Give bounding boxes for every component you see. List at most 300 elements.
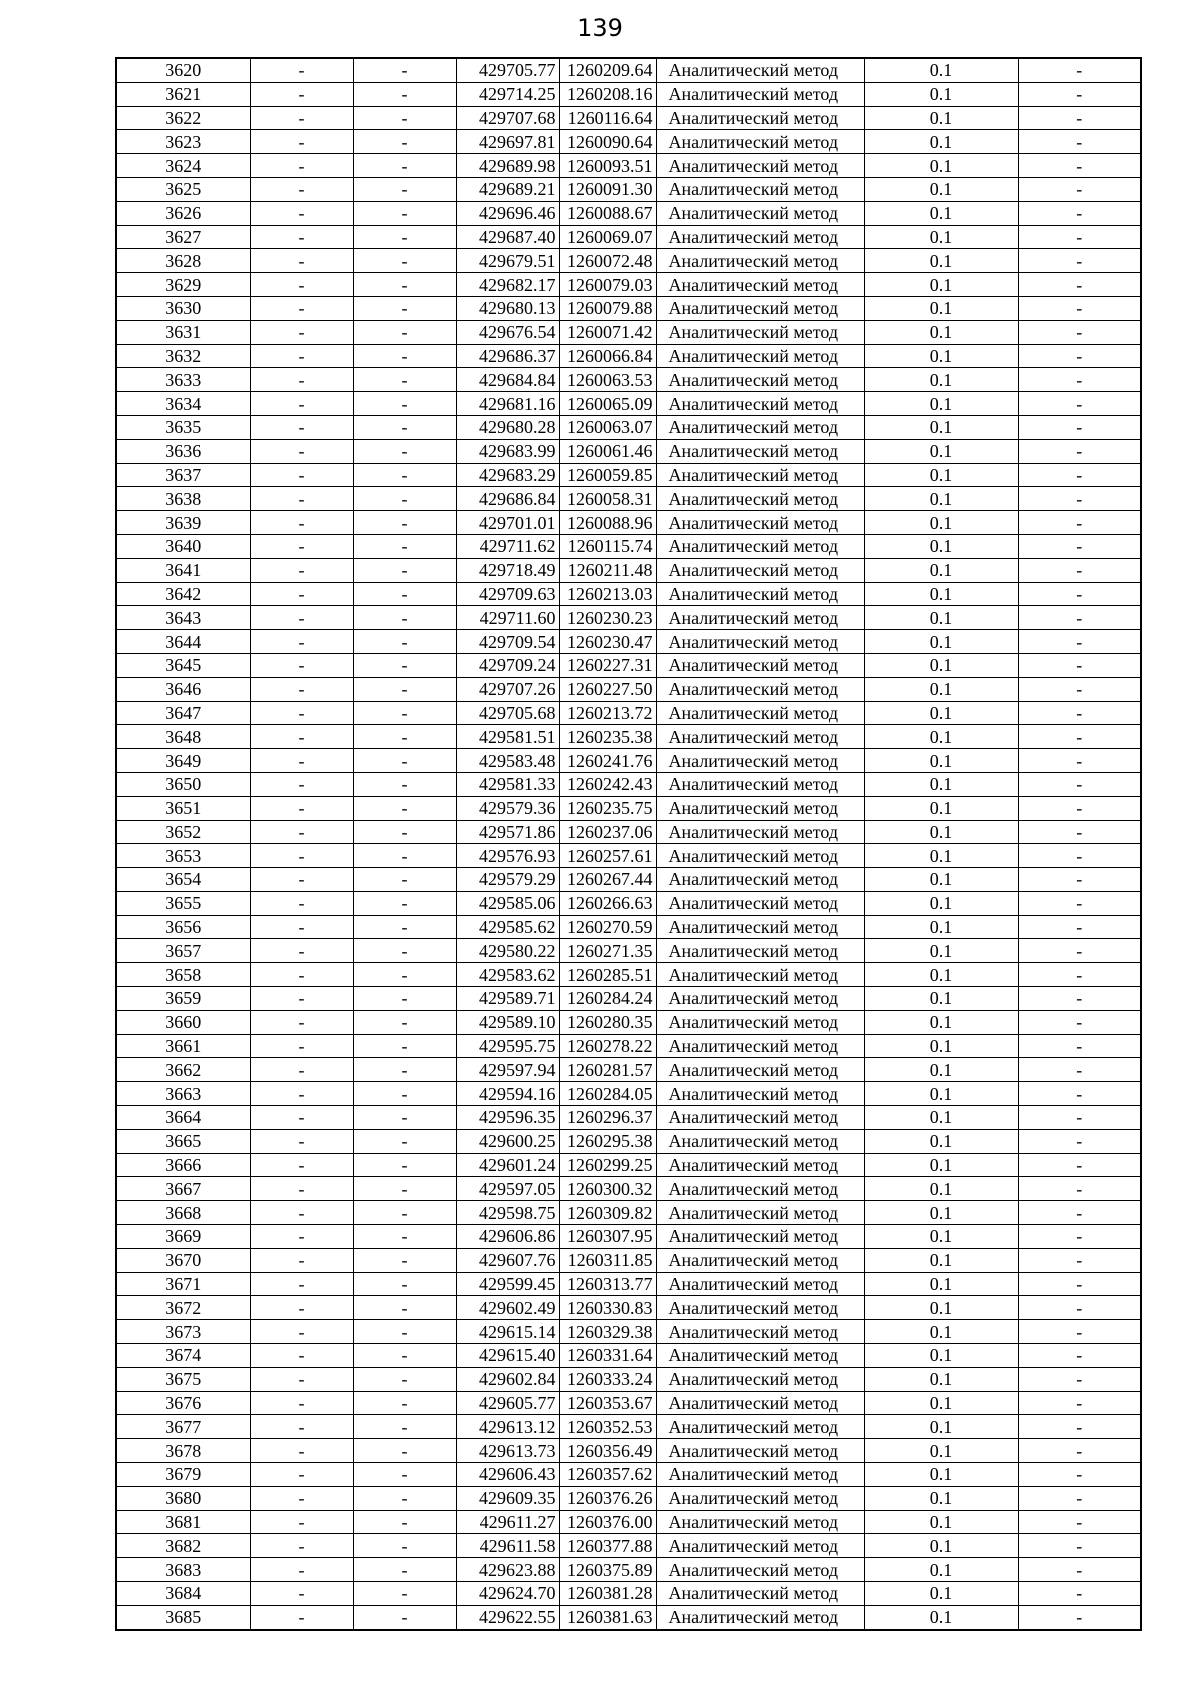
cell-col-8: -: [1018, 1415, 1141, 1439]
cell-col-8: -: [1018, 677, 1141, 701]
cell-method: Аналитический метод: [656, 725, 864, 749]
cell-col-2: -: [250, 415, 353, 439]
cell-col-3: -: [353, 725, 456, 749]
table-row: [116, 177, 1141, 201]
cell-col-2: -: [250, 392, 353, 416]
table-row: [116, 249, 1141, 273]
cell-col-3: -: [353, 463, 456, 487]
cell-point-number: 3680: [116, 1486, 250, 1510]
table-row: [116, 558, 1141, 582]
cell-point-number: 3634: [116, 392, 250, 416]
cell-point-number: 3648: [116, 725, 250, 749]
cell-col-3: -: [353, 1415, 456, 1439]
cell-col-8: -: [1018, 653, 1141, 677]
cell-point-number: 3665: [116, 1129, 250, 1153]
cell-col-3: -: [353, 1534, 456, 1558]
cell-y-coordinate: 1260284.24: [559, 987, 656, 1011]
table-row: [116, 1225, 1141, 1249]
cell-y-coordinate: 1260066.84: [559, 344, 656, 368]
cell-col-8: -: [1018, 225, 1141, 249]
cell-col-8: -: [1018, 1034, 1141, 1058]
cell-method: Аналитический метод: [656, 1486, 864, 1510]
cell-point-number: 3644: [116, 630, 250, 654]
cell-col-3: -: [353, 891, 456, 915]
cell-x-coordinate: 429602.84: [456, 1367, 559, 1391]
cell-y-coordinate: 1260072.48: [559, 249, 656, 273]
cell-col-8: -: [1018, 1486, 1141, 1510]
cell-x-coordinate: 429581.51: [456, 725, 559, 749]
cell-method: Аналитический метод: [656, 344, 864, 368]
cell-accuracy: 0.1: [864, 772, 1018, 796]
cell-point-number: 3640: [116, 534, 250, 558]
cell-x-coordinate: 429709.63: [456, 582, 559, 606]
cell-method: Аналитический метод: [656, 939, 864, 963]
cell-y-coordinate: 1260079.03: [559, 273, 656, 297]
cell-y-coordinate: 1260353.67: [559, 1391, 656, 1415]
table-body: [116, 58, 1141, 1630]
cell-method: Аналитический метод: [656, 415, 864, 439]
cell-col-2: -: [250, 1034, 353, 1058]
table-row: [116, 82, 1141, 106]
cell-x-coordinate: 429679.51: [456, 249, 559, 273]
cell-method: Аналитический метод: [656, 1582, 864, 1606]
cell-col-3: -: [353, 653, 456, 677]
cell-col-2: -: [250, 653, 353, 677]
cell-col-3: -: [353, 1344, 456, 1368]
cell-x-coordinate: 429624.70: [456, 1582, 559, 1606]
cell-method: Аналитический метод: [656, 987, 864, 1011]
cell-method: Аналитический метод: [656, 963, 864, 987]
cell-x-coordinate: 429599.45: [456, 1272, 559, 1296]
cell-y-coordinate: 1260116.64: [559, 106, 656, 130]
cell-x-coordinate: 429718.49: [456, 558, 559, 582]
cell-col-3: -: [353, 1034, 456, 1058]
cell-x-coordinate: 429714.25: [456, 82, 559, 106]
cell-method: Аналитический метод: [656, 1082, 864, 1106]
cell-accuracy: 0.1: [864, 630, 1018, 654]
cell-col-2: -: [250, 1391, 353, 1415]
cell-method: Аналитический метод: [656, 273, 864, 297]
cell-col-2: -: [250, 939, 353, 963]
cell-x-coordinate: 429581.33: [456, 772, 559, 796]
cell-method: Аналитический метод: [656, 249, 864, 273]
cell-y-coordinate: 1260079.88: [559, 296, 656, 320]
cell-accuracy: 0.1: [864, 392, 1018, 416]
cell-point-number: 3633: [116, 368, 250, 392]
table-row: [116, 820, 1141, 844]
table-row: [116, 891, 1141, 915]
cell-y-coordinate: 1260093.51: [559, 154, 656, 178]
cell-col-8: -: [1018, 1272, 1141, 1296]
cell-y-coordinate: 1260270.59: [559, 915, 656, 939]
cell-y-coordinate: 1260069.07: [559, 225, 656, 249]
cell-y-coordinate: 1260307.95: [559, 1225, 656, 1249]
cell-y-coordinate: 1260115.74: [559, 534, 656, 558]
cell-y-coordinate: 1260331.64: [559, 1344, 656, 1368]
cell-col-8: -: [1018, 1320, 1141, 1344]
table-row: [116, 1106, 1141, 1130]
cell-col-3: -: [353, 1582, 456, 1606]
table-row: [116, 725, 1141, 749]
cell-x-coordinate: 429686.37: [456, 344, 559, 368]
cell-col-3: -: [353, 177, 456, 201]
cell-x-coordinate: 429589.10: [456, 1010, 559, 1034]
cell-y-coordinate: 1260333.24: [559, 1367, 656, 1391]
table-row: [116, 1248, 1141, 1272]
cell-point-number: 3625: [116, 177, 250, 201]
cell-col-3: -: [353, 1605, 456, 1629]
cell-col-8: -: [1018, 249, 1141, 273]
table-row: [116, 273, 1141, 297]
cell-col-2: -: [250, 725, 353, 749]
cell-col-3: -: [353, 1391, 456, 1415]
cell-accuracy: 0.1: [864, 963, 1018, 987]
cell-x-coordinate: 429707.26: [456, 677, 559, 701]
cell-col-2: -: [250, 677, 353, 701]
cell-accuracy: 0.1: [864, 582, 1018, 606]
cell-col-8: -: [1018, 82, 1141, 106]
cell-y-coordinate: 1260090.64: [559, 130, 656, 154]
cell-col-8: -: [1018, 154, 1141, 178]
cell-y-coordinate: 1260381.28: [559, 1582, 656, 1606]
cell-col-2: -: [250, 1272, 353, 1296]
cell-col-2: -: [250, 534, 353, 558]
cell-col-2: -: [250, 511, 353, 535]
cell-col-8: -: [1018, 749, 1141, 773]
cell-col-2: -: [250, 820, 353, 844]
cell-x-coordinate: 429583.62: [456, 963, 559, 987]
cell-col-3: -: [353, 701, 456, 725]
cell-col-8: -: [1018, 273, 1141, 297]
table-row: [116, 1367, 1141, 1391]
cell-accuracy: 0.1: [864, 511, 1018, 535]
cell-point-number: 3667: [116, 1177, 250, 1201]
cell-method: Аналитический метод: [656, 1558, 864, 1582]
table-row: [116, 1201, 1141, 1225]
table-row: [116, 677, 1141, 701]
cell-x-coordinate: 429606.86: [456, 1225, 559, 1249]
cell-accuracy: 0.1: [864, 1058, 1018, 1082]
cell-y-coordinate: 1260257.61: [559, 844, 656, 868]
cell-col-3: -: [353, 344, 456, 368]
cell-accuracy: 0.1: [864, 1153, 1018, 1177]
cell-accuracy: 0.1: [864, 606, 1018, 630]
cell-col-3: -: [353, 820, 456, 844]
cell-col-8: -: [1018, 844, 1141, 868]
cell-method: Аналитический метод: [656, 368, 864, 392]
cell-point-number: 3683: [116, 1558, 250, 1582]
cell-col-3: -: [353, 1153, 456, 1177]
cell-col-8: -: [1018, 439, 1141, 463]
cell-method: Аналитический метод: [656, 225, 864, 249]
cell-col-2: -: [250, 1605, 353, 1629]
cell-col-3: -: [353, 415, 456, 439]
cell-method: Аналитический метод: [656, 606, 864, 630]
cell-col-2: -: [250, 796, 353, 820]
cell-y-coordinate: 1260285.51: [559, 963, 656, 987]
cell-point-number: 3658: [116, 963, 250, 987]
cell-x-coordinate: 429623.88: [456, 1558, 559, 1582]
cell-col-8: -: [1018, 1010, 1141, 1034]
cell-method: Аналитический метод: [656, 1510, 864, 1534]
cell-accuracy: 0.1: [864, 439, 1018, 463]
cell-point-number: 3657: [116, 939, 250, 963]
cell-col-8: -: [1018, 463, 1141, 487]
cell-col-8: -: [1018, 987, 1141, 1011]
cell-col-2: -: [250, 1415, 353, 1439]
cell-method: Аналитический метод: [656, 439, 864, 463]
table-row: [116, 201, 1141, 225]
cell-col-8: -: [1018, 58, 1141, 82]
cell-col-8: -: [1018, 534, 1141, 558]
cell-col-8: -: [1018, 1129, 1141, 1153]
cell-col-3: -: [353, 1272, 456, 1296]
cell-x-coordinate: 429585.62: [456, 915, 559, 939]
cell-y-coordinate: 1260211.48: [559, 558, 656, 582]
table-row: [116, 487, 1141, 511]
cell-col-8: -: [1018, 772, 1141, 796]
cell-col-3: -: [353, 868, 456, 892]
cell-point-number: 3673: [116, 1320, 250, 1344]
cell-col-2: -: [250, 249, 353, 273]
cell-col-3: -: [353, 582, 456, 606]
cell-x-coordinate: 429579.36: [456, 796, 559, 820]
table-row: [116, 1534, 1141, 1558]
cell-point-number: 3650: [116, 772, 250, 796]
cell-method: Аналитический метод: [656, 1534, 864, 1558]
cell-col-3: -: [353, 225, 456, 249]
cell-accuracy: 0.1: [864, 273, 1018, 297]
cell-col-2: -: [250, 58, 353, 82]
table-row: [116, 1272, 1141, 1296]
cell-col-2: -: [250, 772, 353, 796]
cell-col-2: -: [250, 463, 353, 487]
cell-col-8: -: [1018, 725, 1141, 749]
cell-col-2: -: [250, 320, 353, 344]
cell-point-number: 3637: [116, 463, 250, 487]
cell-col-2: -: [250, 1510, 353, 1534]
cell-col-3: -: [353, 606, 456, 630]
cell-col-2: -: [250, 1225, 353, 1249]
table-row: [116, 1082, 1141, 1106]
cell-col-2: -: [250, 154, 353, 178]
cell-col-8: -: [1018, 963, 1141, 987]
cell-method: Аналитический метод: [656, 772, 864, 796]
cell-accuracy: 0.1: [864, 1248, 1018, 1272]
cell-x-coordinate: 429600.25: [456, 1129, 559, 1153]
cell-col-3: -: [353, 1225, 456, 1249]
cell-method: Аналитический метод: [656, 1058, 864, 1082]
cell-accuracy: 0.1: [864, 1272, 1018, 1296]
cell-x-coordinate: 429680.13: [456, 296, 559, 320]
cell-point-number: 3664: [116, 1106, 250, 1130]
cell-point-number: 3656: [116, 915, 250, 939]
cell-y-coordinate: 1260065.09: [559, 392, 656, 416]
table-row: [116, 439, 1141, 463]
cell-method: Аналитический метод: [656, 177, 864, 201]
cell-y-coordinate: 1260230.23: [559, 606, 656, 630]
table-row: [116, 963, 1141, 987]
cell-point-number: 3666: [116, 1153, 250, 1177]
cell-y-coordinate: 1260330.83: [559, 1296, 656, 1320]
table-row: [116, 392, 1141, 416]
cell-col-2: -: [250, 1344, 353, 1368]
cell-col-2: -: [250, 1463, 353, 1487]
cell-point-number: 3676: [116, 1391, 250, 1415]
cell-y-coordinate: 1260242.43: [559, 772, 656, 796]
cell-accuracy: 0.1: [864, 1558, 1018, 1582]
cell-y-coordinate: 1260058.31: [559, 487, 656, 511]
cell-accuracy: 0.1: [864, 1106, 1018, 1130]
cell-x-coordinate: 429595.75: [456, 1034, 559, 1058]
cell-x-coordinate: 429684.84: [456, 368, 559, 392]
cell-point-number: 3669: [116, 1225, 250, 1249]
cell-x-coordinate: 429598.75: [456, 1201, 559, 1225]
cell-x-coordinate: 429683.29: [456, 463, 559, 487]
cell-col-3: -: [353, 630, 456, 654]
cell-col-3: -: [353, 1177, 456, 1201]
cell-x-coordinate: 429682.17: [456, 273, 559, 297]
cell-col-8: -: [1018, 582, 1141, 606]
cell-accuracy: 0.1: [864, 106, 1018, 130]
table-row: [116, 868, 1141, 892]
cell-col-8: -: [1018, 1534, 1141, 1558]
table-row: [116, 1439, 1141, 1463]
cell-x-coordinate: 429576.93: [456, 844, 559, 868]
cell-col-2: -: [250, 844, 353, 868]
cell-x-coordinate: 429709.24: [456, 653, 559, 677]
cell-y-coordinate: 1260213.72: [559, 701, 656, 725]
cell-point-number: 3626: [116, 201, 250, 225]
cell-accuracy: 0.1: [864, 1534, 1018, 1558]
cell-col-2: -: [250, 1534, 353, 1558]
cell-col-3: -: [353, 1296, 456, 1320]
cell-y-coordinate: 1260284.05: [559, 1082, 656, 1106]
cell-accuracy: 0.1: [864, 225, 1018, 249]
cell-x-coordinate: 429705.68: [456, 701, 559, 725]
cell-col-8: -: [1018, 868, 1141, 892]
cell-y-coordinate: 1260241.76: [559, 749, 656, 773]
cell-point-number: 3638: [116, 487, 250, 511]
cell-point-number: 3682: [116, 1534, 250, 1558]
cell-x-coordinate: 429606.43: [456, 1463, 559, 1487]
cell-method: Аналитический метод: [656, 1106, 864, 1130]
cell-col-3: -: [353, 1058, 456, 1082]
cell-y-coordinate: 1260300.32: [559, 1177, 656, 1201]
cell-method: Аналитический метод: [656, 511, 864, 535]
cell-y-coordinate: 1260309.82: [559, 1201, 656, 1225]
cell-col-2: -: [250, 487, 353, 511]
table-row: [116, 344, 1141, 368]
cell-method: Аналитический метод: [656, 796, 864, 820]
cell-accuracy: 0.1: [864, 987, 1018, 1011]
cell-col-2: -: [250, 1486, 353, 1510]
cell-accuracy: 0.1: [864, 154, 1018, 178]
cell-col-3: -: [353, 1558, 456, 1582]
table-row: [116, 320, 1141, 344]
cell-col-8: -: [1018, 1463, 1141, 1487]
cell-y-coordinate: 1260313.77: [559, 1272, 656, 1296]
cell-accuracy: 0.1: [864, 1463, 1018, 1487]
cell-accuracy: 0.1: [864, 1320, 1018, 1344]
cell-col-2: -: [250, 606, 353, 630]
table-row: [116, 463, 1141, 487]
cell-accuracy: 0.1: [864, 749, 1018, 773]
cell-x-coordinate: 429611.58: [456, 1534, 559, 1558]
cell-point-number: 3678: [116, 1439, 250, 1463]
cell-y-coordinate: 1260377.88: [559, 1534, 656, 1558]
cell-x-coordinate: 429580.22: [456, 939, 559, 963]
cell-col-8: -: [1018, 415, 1141, 439]
table-row: [116, 701, 1141, 725]
cell-method: Аналитический метод: [656, 1344, 864, 1368]
cell-accuracy: 0.1: [864, 201, 1018, 225]
cell-col-3: -: [353, 154, 456, 178]
table-row: [116, 1582, 1141, 1606]
cell-method: Аналитический метод: [656, 463, 864, 487]
cell-col-8: -: [1018, 1153, 1141, 1177]
cell-col-8: -: [1018, 368, 1141, 392]
cell-accuracy: 0.1: [864, 915, 1018, 939]
cell-col-3: -: [353, 844, 456, 868]
cell-col-3: -: [353, 1010, 456, 1034]
cell-accuracy: 0.1: [864, 58, 1018, 82]
cell-x-coordinate: 429686.84: [456, 487, 559, 511]
cell-y-coordinate: 1260061.46: [559, 439, 656, 463]
cell-x-coordinate: 429602.49: [456, 1296, 559, 1320]
cell-col-2: -: [250, 1582, 353, 1606]
cell-accuracy: 0.1: [864, 1391, 1018, 1415]
cell-y-coordinate: 1260230.47: [559, 630, 656, 654]
cell-point-number: 3628: [116, 249, 250, 273]
cell-x-coordinate: 429709.54: [456, 630, 559, 654]
table-row: [116, 653, 1141, 677]
cell-col-3: -: [353, 82, 456, 106]
cell-method: Аналитический метод: [656, 1201, 864, 1225]
cell-point-number: 3632: [116, 344, 250, 368]
cell-y-coordinate: 1260376.26: [559, 1486, 656, 1510]
cell-col-3: -: [353, 1106, 456, 1130]
cell-col-3: -: [353, 677, 456, 701]
cell-x-coordinate: 429676.54: [456, 320, 559, 344]
cell-col-2: -: [250, 1129, 353, 1153]
cell-col-3: -: [353, 1486, 456, 1510]
cell-col-2: -: [250, 1177, 353, 1201]
cell-point-number: 3631: [116, 320, 250, 344]
table-row: [116, 606, 1141, 630]
cell-method: Аналитический метод: [656, 201, 864, 225]
table-row: [116, 796, 1141, 820]
cell-y-coordinate: 1260235.75: [559, 796, 656, 820]
cell-col-2: -: [250, 630, 353, 654]
cell-y-coordinate: 1260356.49: [559, 1439, 656, 1463]
cell-y-coordinate: 1260071.42: [559, 320, 656, 344]
cell-col-3: -: [353, 558, 456, 582]
cell-col-2: -: [250, 868, 353, 892]
table-row: [116, 1010, 1141, 1034]
cell-y-coordinate: 1260296.37: [559, 1106, 656, 1130]
cell-x-coordinate: 429687.40: [456, 225, 559, 249]
cell-x-coordinate: 429594.16: [456, 1082, 559, 1106]
table-row: [116, 987, 1141, 1011]
cell-col-2: -: [250, 439, 353, 463]
cell-method: Аналитический метод: [656, 891, 864, 915]
cell-method: Аналитический метод: [656, 677, 864, 701]
table-row: [116, 511, 1141, 535]
cell-x-coordinate: 429622.55: [456, 1605, 559, 1629]
cell-accuracy: 0.1: [864, 1344, 1018, 1368]
cell-col-2: -: [250, 130, 353, 154]
